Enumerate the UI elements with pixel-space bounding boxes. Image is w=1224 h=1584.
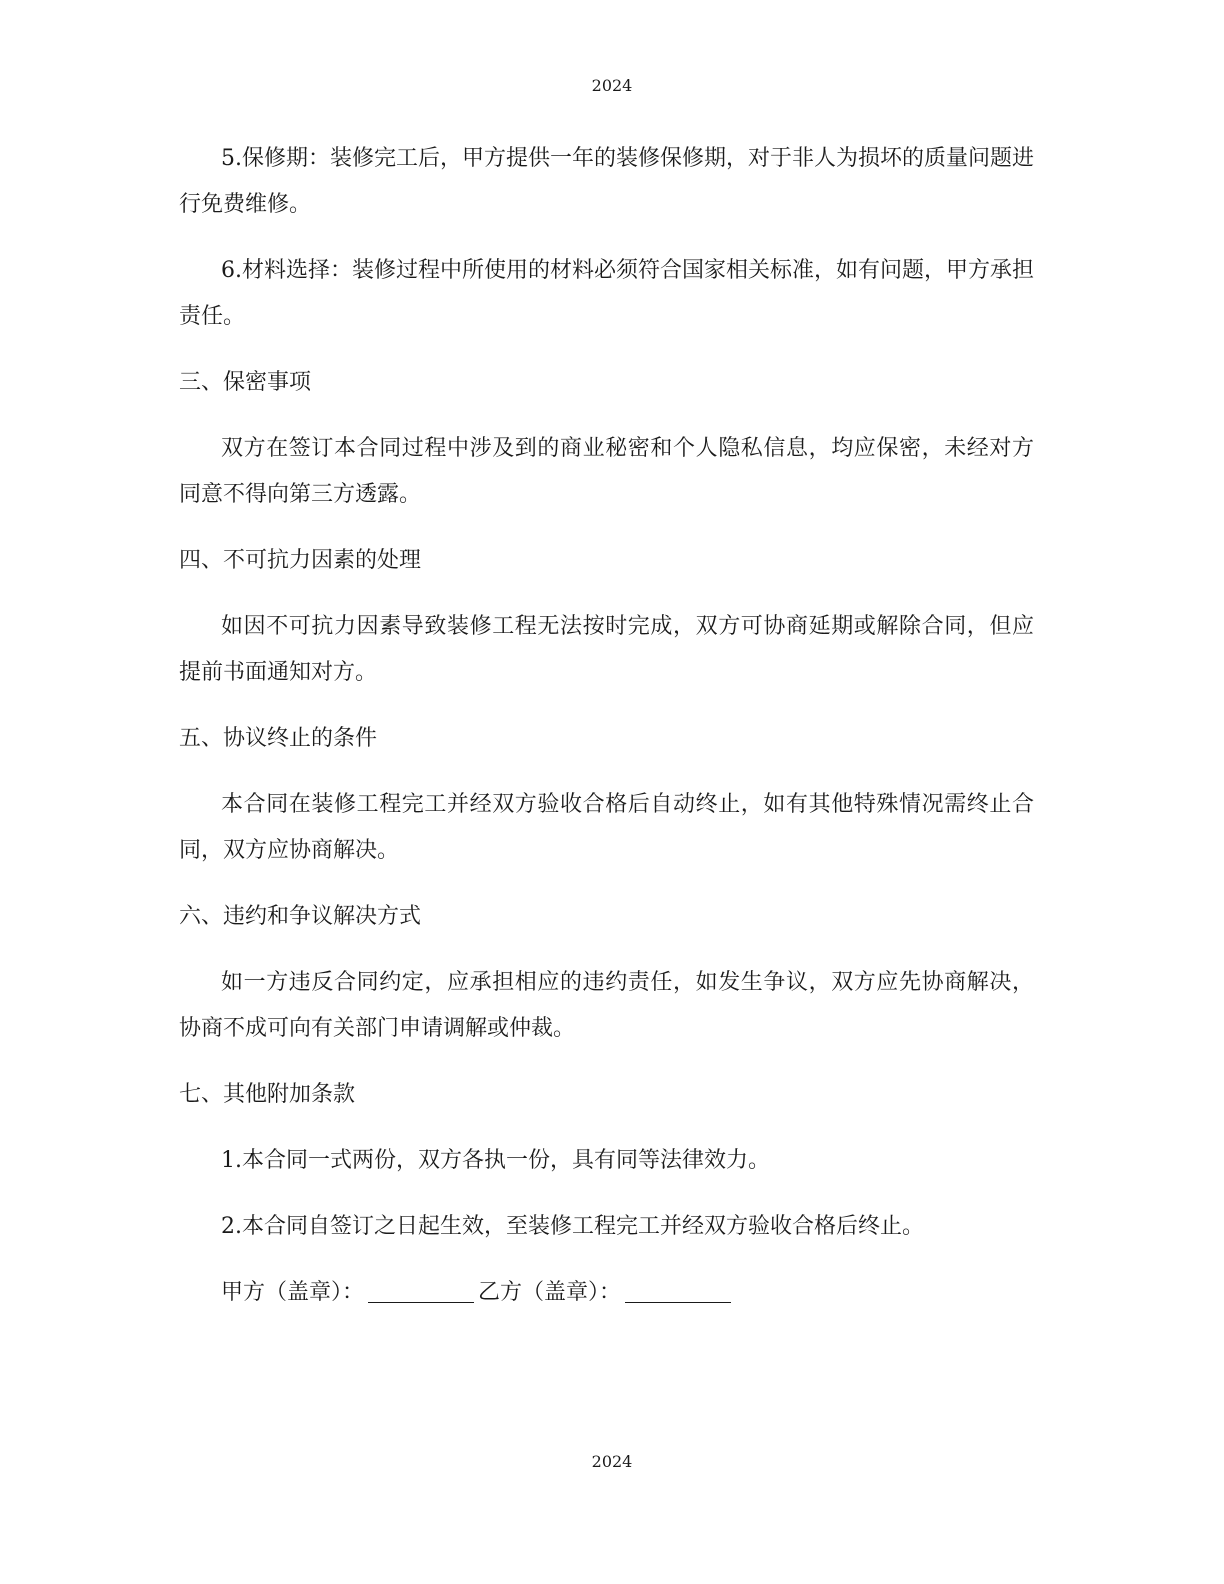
page-header-year: 2024 bbox=[591, 76, 633, 95]
clause-confidentiality: 双方在签订本合同过程中涉及到的商业秘密和个人隐私信息，均应保密，未经对方同意不得向第三方透露。 bbox=[179, 436, 1034, 507]
clause-copies: 1.本合同一式两份，双方各执一份，具有同等法律效力。 bbox=[221, 1148, 770, 1173]
signature-line bbox=[179, 1270, 1034, 1316]
clause-disputes: 如一方违反合同约定，应承担相应的违约责任，如发生争议，双方应先协商解决，协商不成可向有关部门申请调解或仲裁。 bbox=[179, 970, 1034, 1041]
party-a-signature-blank bbox=[368, 1274, 474, 1303]
clause-effective-date: 2.本合同自签订之日起生效，至装修工程完工并经双方验收合格后终止。 bbox=[221, 1214, 924, 1239]
section-heading-termination: 五、协议终止的条件 bbox=[179, 726, 378, 751]
section-heading-disputes: 六、违约和争议解决方式 bbox=[179, 904, 422, 929]
clause-warranty: 5.保修期：装修完工后，甲方提供一年的装修保修期，对于非人为损坏的质量问题进行免费维修。 bbox=[179, 146, 1034, 217]
clause-materials: 6.材料选择：装修过程中所使用的材料必须符合国家相关标准，如有问题，甲方承担责任。 bbox=[179, 258, 1034, 329]
section-heading-confidentiality: 三、保密事项 bbox=[179, 370, 312, 395]
page-footer-year: 2024 bbox=[591, 1452, 633, 1471]
section-heading-additional-terms: 七、其他附加条款 bbox=[179, 1082, 356, 1107]
document-body bbox=[179, 136, 1034, 1316]
party-a-label: 甲方（盖章）： bbox=[221, 1280, 365, 1305]
clause-force-majeure: 如因不可抗力因素导致装修工程无法按时完成，双方可协商延期或解除合同，但应提前书面通知对方。 bbox=[179, 614, 1034, 685]
party-b-label: 乙方（盖章）： bbox=[478, 1280, 622, 1305]
clause-termination: 本合同在装修工程完工并经双方验收合格后自动终止，如有其他特殊情况需终止合同，双方应协商解决。 bbox=[179, 792, 1034, 863]
section-heading-force-majeure: 四、不可抗力因素的处理 bbox=[179, 548, 422, 573]
party-b-signature-blank bbox=[625, 1274, 731, 1303]
